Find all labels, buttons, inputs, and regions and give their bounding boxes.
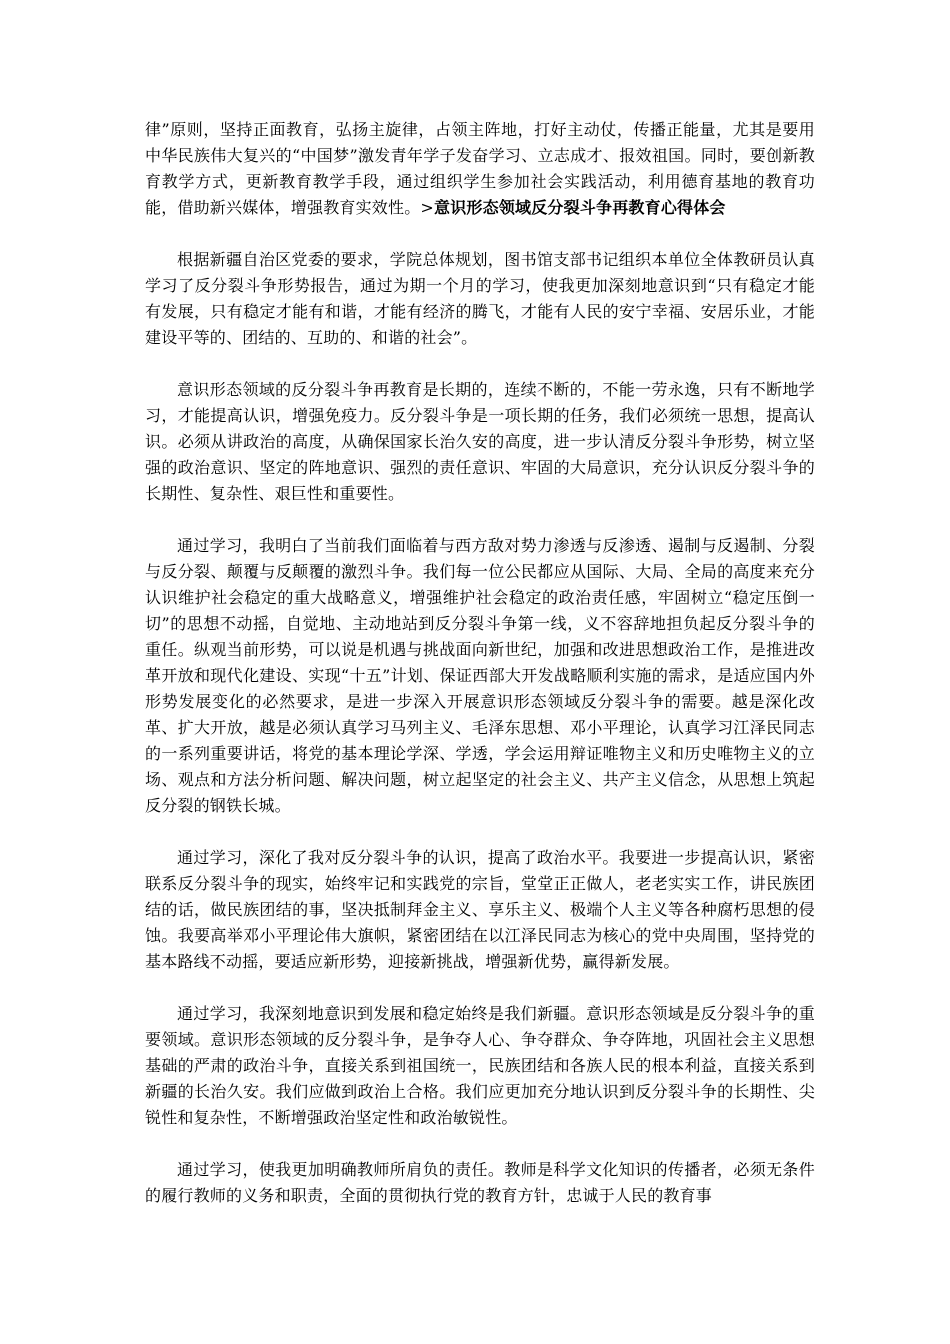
body-paragraph-6: 通过学习，使我更加明确教师所肩负的责任。教师是科学文化知识的传播者，必须无条件的履行教师的义务和职责，全面的贯彻执行党的教育方针，忠诚于人民的教育事: [145, 1160, 815, 1205]
body-paragraph-4: 通过学习，深化了我对反分裂斗争的认识，提高了政治水平。我要进一步提高认识，紧密联系反分裂斗争的现实，始终牢记和实践党的宗旨，堂堂正正做人，老老实实工作，讲民族团结的话，做民族团结的事，坚决抵制拜金主义、享乐主义、极端个人主义等各种腐朽思想的侵蚀。我要高举邓小平理论伟大旗帜，紧密团结在以江泽民同志为核心的党中央周围，坚持党的基本路线不动摇，要适应新形势，迎接新挑战，增强新优势，赢得新发展。: [145, 848, 815, 971]
document-title: 意识形态领域反分裂斗争再教育心得体会: [434, 198, 726, 217]
body-paragraph-5: 通过学习，我深刻地意识到发展和稳定始终是我们新疆。意识形态领域是反分裂斗争的重要领域。意识形态领域的反分裂斗争，是争夺人心、争夺群众、争夺阵地，巩固社会主义思想基础的严肃的政治斗争，直接关系到祖国统一，民族团结和各族人民的根本利益，直接关系到新疆的长治久安。我们应做到政治上合格。我们应更加充分地认识到反分裂斗争的长期性、尖锐性和复杂性，不断增强政治坚定性和政治敏锐性。: [145, 1004, 815, 1127]
opening-text: 律”原则，坚持正面教育，弘扬主旋律，占领主阵地，打好主动仗，传播正能量，尤其是要用中华民族伟大复兴的“中国梦”激发青年学子发奋学习、立志成才、报效祖国。同时，要创新教育教学方式，更新教育教学手段，通过组织学生参加社会实践活动，利用德育基地的教育功能，借助新兴媒体，增强教育实效性。>: [145, 120, 815, 217]
body-paragraph-1: 根据新疆自治区党委的要求，学院总体规划，图书馆支部书记组织本单位全体教研员认真学习了反分裂斗争形势报告，通过为期一个月的学习，使我更加深刻地意识到“只有稳定才能有发展，只有稳定才能有和谐，才能有经济的腾飞，才能有人民的安宁幸福、安居乐业，才能建设平等的、团结的、互助的、和谐的社会”。: [145, 250, 815, 347]
body-paragraph-3: 通过学习，我明白了当前我们面临着与西方敌对势力渗透与反渗透、遏制与反遏制、分裂与反分裂、颠覆与反颠覆的激烈斗争。我们每一位公民都应从国际、大局、全局的高度来充分认识维护社会稳定的重大战略意义，增强维护社会稳定的政治责任感，牢固树立“稳定压倒一切”的思想不动摇，自觉地、主动地站到反分裂斗争第一线，义不容辞地担负起反分裂斗争的重任。纵观当前形势，可以说是机遇与挑战面向新世纪，加强和改进思想政治工作，是推进改革开放和现代化建设、实现“十五”计划、保证西部大开发战略顺利实施的需求，是适应国内外形势发展变化的必然要求，是进一步深入开展意识形态领域反分裂斗争的需要。越是深化改革、扩大开放，越是必须认真学习马列主义、毛泽东思想、邓小平理论，认真学习江泽民同志的一系列重要讲话，将党的基本理论学深、学透，学会运用辩证唯物主义和历史唯物主义的立场、观点和方法分析问题、解决问题，树立起坚定的社会主义、共产主义信念，从思想上筑起反分裂的钢铁长城。: [145, 536, 815, 815]
document-page: [145, 117, 815, 1235]
opening-paragraph: [145, 117, 815, 221]
body-paragraph-2: 意识形态领域的反分裂斗争再教育是长期的，连续不断的，不能一劳永逸，只有不断地学习，才能提高认识，增强免疫力。反分裂斗争是一项长期的任务，我们必须统一思想，提高认识。必须从讲政治的高度，从确保国家长治久安的高度，进一步认清反分裂斗争形势，树立坚强的政治意识、坚定的阵地意识、强烈的责任意识、牢固的大局意识，充分认识反分裂斗争的长期性、复杂性、艰巨性和重要性。: [145, 380, 815, 503]
